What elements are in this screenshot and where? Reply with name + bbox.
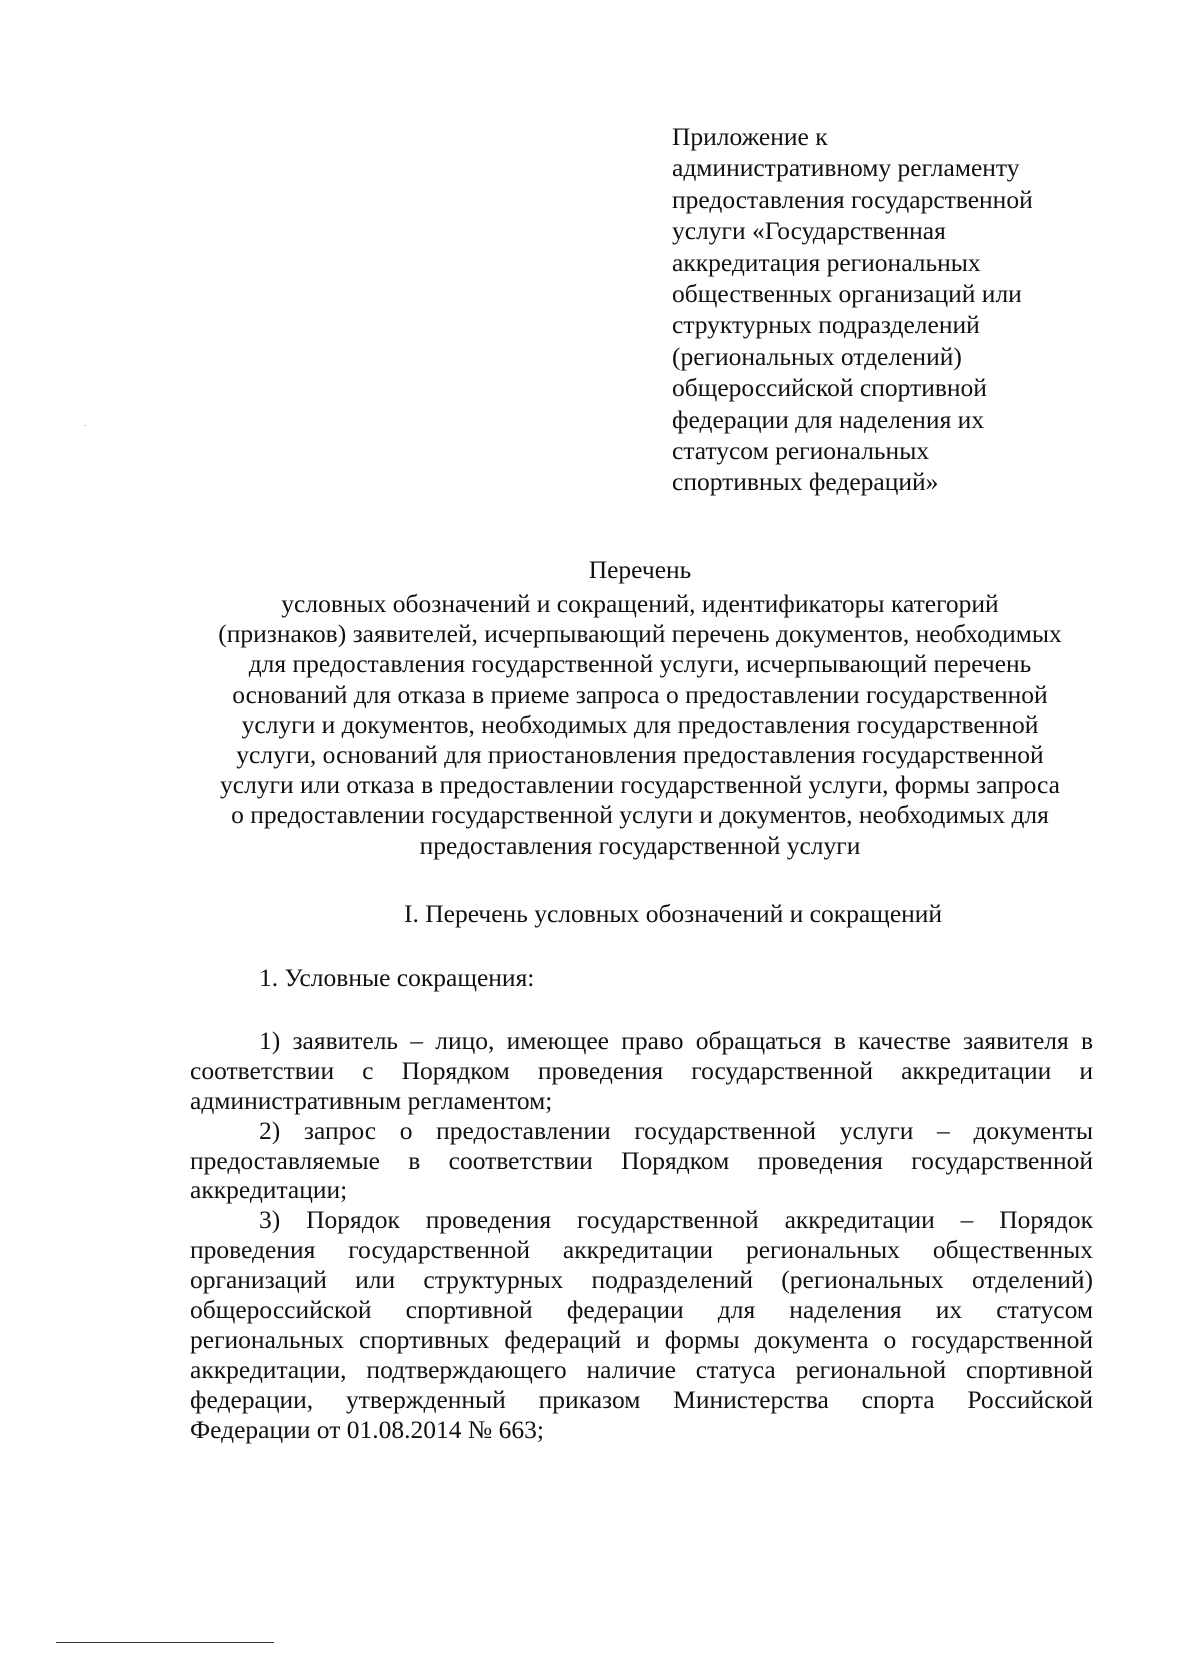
definition-item: [190, 1205, 1093, 1444]
paragraph-line: проведения государственной аккредитации региональных общественных: [190, 1235, 1093, 1265]
subtitle-line: услуги и документов, необходимых для предоставления государственной: [241, 709, 1039, 739]
appendix-heading: [672, 121, 1092, 498]
subtitle-line: (признаков) заявителей, исчерпывающий перечень документов, необходимых: [218, 619, 1062, 649]
paragraph-line: Федерации от 01.08.2014 № 663;: [190, 1414, 544, 1444]
subtitle-line: оснований для отказа в приеме запроса о предоставлении государственной: [232, 679, 1048, 709]
document-title: Перечень: [588, 555, 692, 584]
subtitle-line: услуги или отказа в предоставлении государственной услуги, формы запроса: [220, 770, 1060, 800]
paragraph-line: аккредитации;: [190, 1175, 348, 1205]
list-heading: 1. Условные сокращения:: [259, 963, 535, 992]
paragraph-line: 1) заявитель – лицо, имеющее право обращаться в качестве заявителя в: [259, 1026, 1093, 1055]
paragraph-line: региональных спортивных федераций и формы документа о государственной: [190, 1324, 1093, 1354]
paragraph-line: соответствии с Порядком проведения государственной аккредитации и: [190, 1055, 1093, 1085]
appendix-line: аккредитация региональных: [672, 247, 981, 277]
subtitle-line: условных обозначений и сокращений, идентификаторы категорий: [281, 589, 999, 618]
document-subtitle: [190, 589, 1090, 861]
appendix-line: услуги «Государственная: [672, 216, 946, 246]
appendix-line: общественных организаций или: [672, 278, 1022, 308]
paragraph-line: административным регламентом;: [190, 1085, 553, 1115]
subtitle-line: о предоставлении государственной услуги и документов, необходимых для: [231, 800, 1049, 830]
paragraph-line: организаций или структурных подразделений (региональных отделений): [190, 1265, 1093, 1295]
appendix-line: спортивных федераций»: [672, 467, 939, 497]
appendix-line: структурных подразделений: [672, 310, 980, 340]
paragraph-line: 3) Порядок проведения государственной аккредитации – Порядок: [259, 1205, 1093, 1235]
definition-item: [190, 1116, 1093, 1206]
definition-item: [190, 1026, 1093, 1116]
subtitle-line: для предоставления государственной услуги, исчерпывающий перечень: [248, 649, 1032, 679]
appendix-line: предоставления государственной: [672, 184, 1033, 214]
appendix-line: федерации для наделения их: [672, 404, 985, 434]
scan-speck: [84, 425, 86, 426]
appendix-line: (региональных отделений): [672, 341, 962, 371]
subtitle-line: услуги, оснований для приостановления предоставления государственной: [236, 739, 1044, 769]
subtitle-line: предоставления государственной услуги: [419, 830, 861, 860]
paragraph-line: федерации, утвержденный приказом Министерства спорта Российской: [190, 1384, 1093, 1414]
paragraph-line: аккредитации, подтверждающего наличие статуса региональной спортивной: [190, 1354, 1093, 1384]
appendix-line: общероссийской спортивной: [672, 373, 987, 403]
appendix-line: статусом региональных: [672, 435, 930, 465]
appendix-line: административному регламенту: [672, 153, 1020, 183]
paragraph-line: общероссийской спортивной федерации для наделения их статусом: [190, 1295, 1093, 1325]
footnote-rule: [56, 1642, 274, 1643]
definitions-list: [190, 1026, 1093, 1444]
paragraph-line: предоставляемые в соответствии Порядком проведения государственной: [190, 1145, 1093, 1175]
paragraph-line: 2) запрос о предоставлении государственной услуги – документы: [259, 1115, 1093, 1145]
section-heading: I. Перечень условных обозначений и сокращений: [404, 899, 943, 928]
appendix-line: Приложение к: [672, 122, 828, 151]
